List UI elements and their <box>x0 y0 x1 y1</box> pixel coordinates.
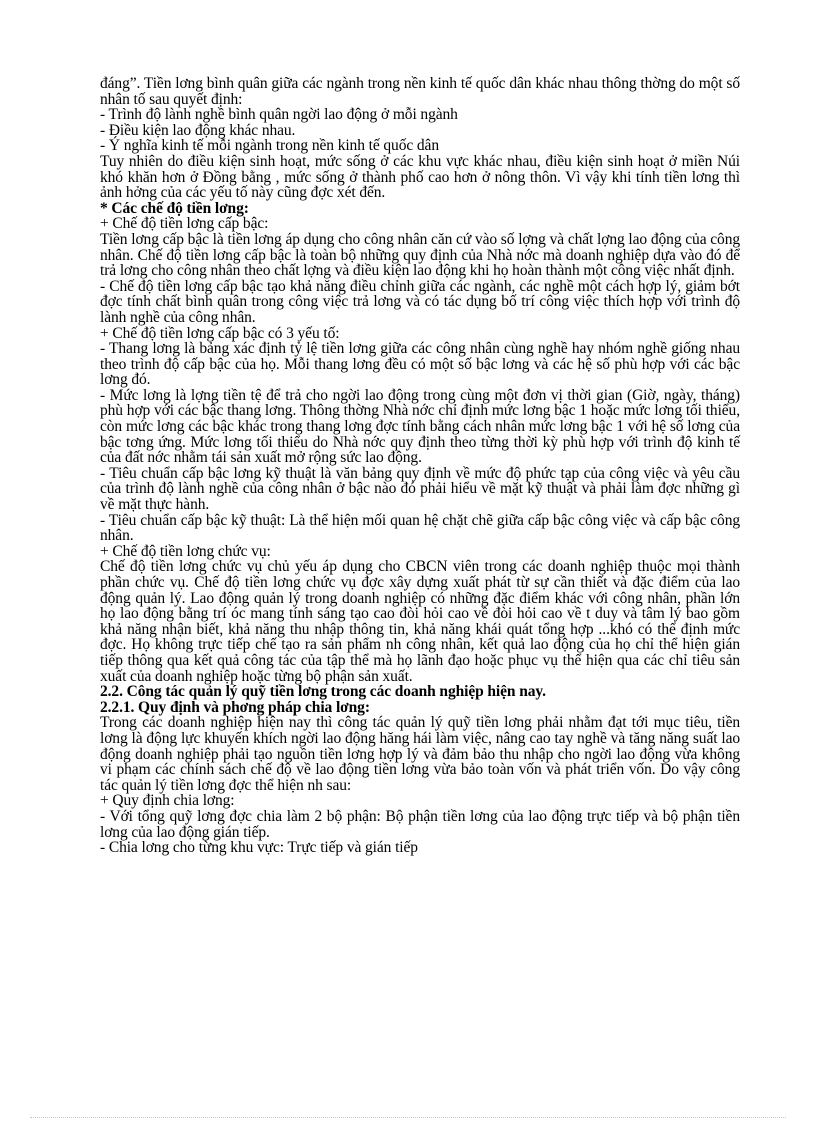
paragraph: - Trình độ lành nghề bình quân ngời lao động ở mỗi ngành <box>100 106 458 124</box>
paragraph: Trong các doanh nghiệp hiện nay thì công tác quản lý quỹ tiền lơng phải nhằm đạt tới mục tiêu, tiền lơng là động lực khuyến khích ngời lao động hăng hái làm việc, nâng cao tay nghề và tăng năng suất lao động doanh nghiệp phải tạo nguồn tiền lơng hợp lý và đảm bảo thu nhập cho ngời lao động vừa không vi phạm các chính sách chế độ về lao động tiền lơng vừa bảo toàn vốn và phát triển vốn. Do vậy công tác quản lý tiền lơng đợc thể hiện nh sau: <box>100 714 740 794</box>
paragraph: + Chế độ tiền lơng cấp bậc: <box>100 215 269 233</box>
paragraph: Tiền lơng cấp bậc là tiền lơng áp dụng cho công nhân căn cứ vào số lợng và chất lợng lao động của công nhân. Chế độ tiền lơng cấp bậc là toàn bộ những quy định của Nhà nớc mà doanh nghiệp dựa vào đó để trả lơng cho công nhân theo chất lợng và điều kiện lao động khi họ hoàn thành một công việc nhất định. <box>100 230 740 280</box>
paragraph: - Mức lơng là lợng tiền tệ để trả cho ngời lao động trong cùng một đơn vị thời gian (Giờ, ngày, tháng) phù hợp với các bậc thang lơng. Thông thờng Nhà nớc chỉ định mức lơng bậc 1 hoặc mức lơng tối thiểu, còn mức lơng các bậc khác trong thang lơng đợc tính bằng cách nhân mức lơng bậc 1 với hệ số lơng của bậc tơng ứng. Mức lơng tối thiểu do Nhà nớc quy định theo từng thời kỳ phù hợp với trình độ kinh tế của đất nớc nhằm tái sản xuất mở rộng sức lao động. <box>100 386 740 467</box>
paragraph: + Chế độ tiền lơng cấp bậc có 3 yếu tố: <box>100 324 340 342</box>
section-heading: 2.2.1. Quy định và phơng pháp chia lơng: <box>100 698 370 716</box>
section-heading: 2.2. Công tác quản lý quỹ tiền lơng trong các doanh nghiệp hiện nay. <box>100 683 546 701</box>
paragraph: - Chia lơng cho từng khu vực: Trực tiếp và gián tiếp <box>100 839 418 857</box>
paragraph: - Tiêu chuẩn cấp bậc kỹ thuật: Là thể hiện mối quan hệ chặt chẽ giữa cấp bậc công việc và cấp bậc công nhân. <box>100 511 740 545</box>
paragraph: + Chế độ tiền lơng chức vụ: <box>100 542 271 560</box>
paragraph: - Điều kiện lao động khác nhau. <box>100 121 296 139</box>
paragraph: - Ý nghĩa kinh tế mỗi ngành trong nền kinh tế quốc dân <box>100 137 439 155</box>
paragraph: đáng”. Tiền lơng bình quân giữa các ngành trong nền kinh tế quốc dân khác nhau thông thờng do một số nhân tố sau quyết định: <box>100 75 740 108</box>
paragraph: - Chế độ tiền lơng cấp bậc tạo khả năng điều chỉnh giữa các ngành, các nghề một cách hợp lý, giảm bớt đợc tính chất bình quân trong công việc trả lơng và có tác dụng bố trí công việc thích hợp với trình độ lành nghề của công nhân. <box>100 277 740 326</box>
paragraph: Tuy nhiên do điều kiện sinh hoạt, mức sống ở các khu vực khác nhau, điều kiện sinh hoạt ở miền Núi khó khăn hơn ở Đồng bằng , mức sống ở thành phố cao hơn ở nông thôn. Vì vậy khi tính tiền lơng thì ảnh hởng của các yếu tố này cũng đợc xét đến. <box>100 152 740 202</box>
document-body <box>100 76 740 856</box>
paragraph: Chế độ tiền lơng chức vụ chủ yếu áp dụng cho CBCN viên trong các doanh nghiệp thuộc mọi thành phần chức vụ. Chế độ tiền lơng chức vụ đợc xây dựng xuất phát từ sự cần thiết và đặc điểm của lao động quản lý. Lao động quản lý trong doanh nghiệp có những đặc điểm khác với công nhân, phần lớn họ lao động bằng trí óc mang tính sáng tạo cao đòi hỏi cao về đòi hỏi cao về t duy và tâm lý bao gồm khả năng nhận biết, khả năng thu nhập thông tin, khả năng khái quát tổng hợp ...khó có thể định mức đợc. Họ không trực tiếp chế tạo ra sản phẩm nh công nhân, kết quả lao động của họ chỉ thể hiện gián tiếp thông qua kết quả công tác của tập thể mà họ lãnh đạo hoặc phục vụ thể hiện qua các chỉ tiêu sản xuất của doanh nghiệp hoặc từng bộ phận sản xuất. <box>100 558 740 685</box>
section-heading: * Các chế độ tiền lơng: <box>100 199 249 217</box>
paragraph: + Quy định chia lơng: <box>100 792 235 810</box>
paragraph: - Tiêu chuẩn cấp bậc lơng kỹ thuật là văn bảng quy định về mức độ phức tạp của công việc và yêu cầu của trình độ lành nghề của công nhân ở bậc nào đó phải hiểu về mặt kỹ thuật và phải làm đợc những gì về mặt thực hành. <box>100 464 740 514</box>
footer-divider <box>30 1117 786 1118</box>
paragraph: - Với tổng quỹ lơng đợc chia làm 2 bộ phận: Bộ phận tiền lơng của lao động trực tiếp và bộ phận tiền lơng của lao động gián tiếp. <box>100 807 740 841</box>
paragraph: - Thang lơng là bảng xác định tỷ lệ tiền lơng giữa các công nhân cùng nghề hay nhóm nghề giống nhau theo trình độ cấp bậc của họ. Mỗi thang lơng đều có một số bậc lơng và các hệ số phù hợp với các bậc lơng đó. <box>100 340 740 389</box>
